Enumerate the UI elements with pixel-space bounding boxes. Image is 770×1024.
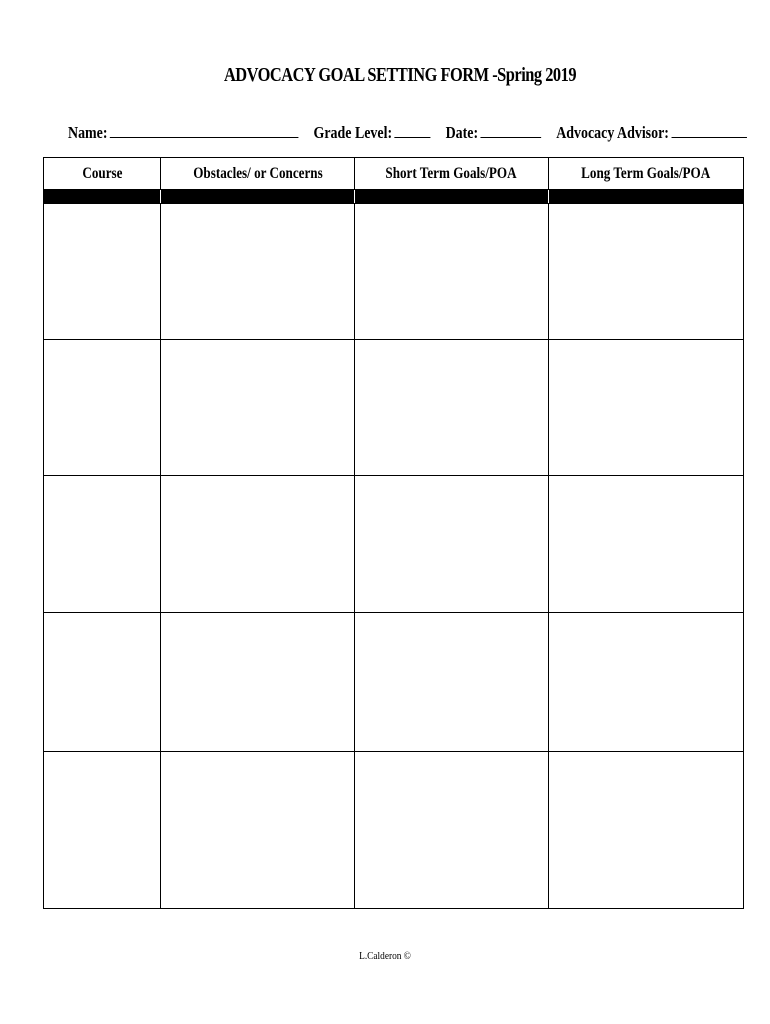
header-long-term-goals-label: Long Term Goals/POA	[581, 164, 711, 182]
obstacles-cell[interactable]	[161, 752, 355, 909]
table-row	[44, 752, 744, 909]
divider-cell	[161, 190, 355, 204]
header-long-term-goals	[549, 158, 744, 190]
course-cell[interactable]	[44, 204, 161, 340]
short-term-goals-cell[interactable]	[355, 613, 549, 752]
date-label: Date:	[445, 123, 479, 142]
header-obstacles	[161, 158, 355, 190]
short-term-goals-cell[interactable]	[355, 340, 549, 476]
name-label: Name:	[68, 123, 108, 142]
form-fields	[68, 123, 747, 143]
header-course	[44, 158, 161, 190]
long-term-goals-cell[interactable]	[549, 340, 744, 476]
short-term-goals-cell[interactable]	[355, 752, 549, 909]
header-row	[44, 158, 744, 190]
advocacy-advisor-blank-line[interactable]	[671, 123, 746, 138]
obstacles-cell[interactable]	[161, 204, 355, 340]
header-course-label: Course	[81, 164, 123, 182]
date-blank-line[interactable]	[481, 123, 542, 138]
grade-level-blank-line[interactable]	[395, 123, 431, 138]
advocacy-advisor-label: Advocacy Advisor:	[556, 123, 669, 142]
long-term-goals-cell[interactable]	[549, 613, 744, 752]
course-cell[interactable]	[44, 340, 161, 476]
black-divider-bar	[44, 190, 744, 204]
header-short-term-goals-label: Short Term Goals/POA	[385, 164, 518, 182]
divider-cell	[355, 190, 549, 204]
copyright-footer: L.Calderon ©	[359, 950, 411, 962]
long-term-goals-cell[interactable]	[549, 204, 744, 340]
name-field[interactable]	[68, 123, 299, 143]
obstacles-cell[interactable]	[161, 613, 355, 752]
name-blank-line[interactable]	[110, 123, 299, 138]
divider-cell	[44, 190, 161, 204]
course-cell[interactable]	[44, 476, 161, 613]
table-row	[44, 340, 744, 476]
table-row	[44, 613, 744, 752]
short-term-goals-cell[interactable]	[355, 476, 549, 613]
table-row	[44, 476, 744, 613]
grade-level-field[interactable]	[314, 123, 431, 143]
date-field[interactable]	[446, 123, 542, 143]
obstacles-cell[interactable]	[161, 340, 355, 476]
obstacles-cell[interactable]	[161, 476, 355, 613]
advocacy-advisor-field[interactable]	[556, 123, 747, 143]
long-term-goals-cell[interactable]	[549, 476, 744, 613]
grade-level-label: Grade Level:	[313, 123, 393, 142]
divider-cell	[549, 190, 744, 204]
header-short-term-goals	[355, 158, 549, 190]
page-title: ADVOCACY GOAL SETTING FORM -Spring 2019	[223, 64, 577, 86]
course-cell[interactable]	[44, 613, 161, 752]
course-cell[interactable]	[44, 752, 161, 909]
goals-table	[43, 157, 744, 909]
table-row	[44, 204, 744, 340]
short-term-goals-cell[interactable]	[355, 204, 549, 340]
header-obstacles-label: Obstacles/ or Concerns	[192, 164, 323, 182]
long-term-goals-cell[interactable]	[549, 752, 744, 909]
